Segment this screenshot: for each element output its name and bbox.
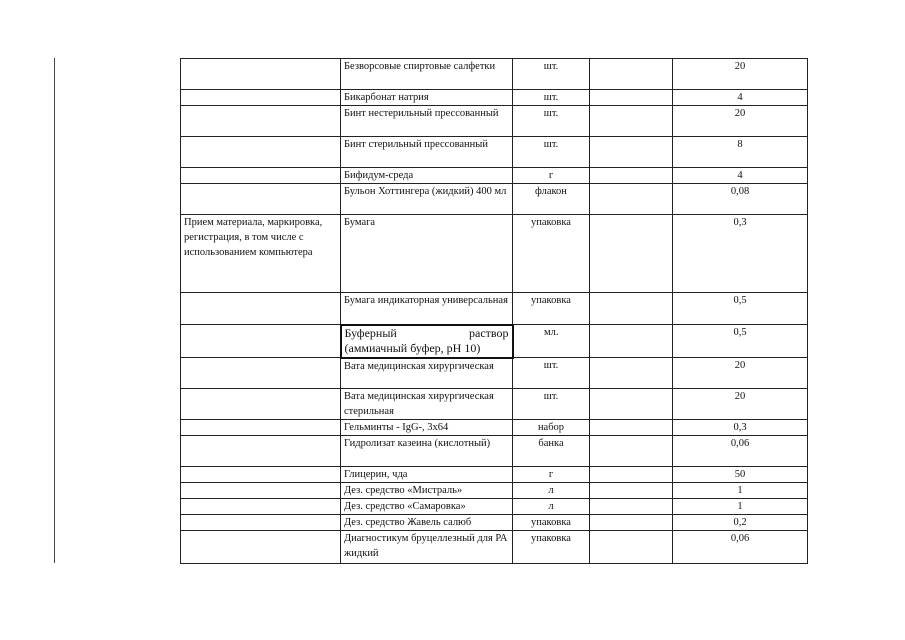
table-row: [181, 184, 808, 215]
item-name-line: (аммиачный буфер, pH 10): [344, 340, 481, 355]
empty-cell: [590, 436, 673, 467]
unit-cell: л: [513, 499, 590, 515]
unit-cell: банка: [513, 436, 590, 467]
stage-cell: [181, 184, 341, 215]
empty-cell: [590, 325, 673, 358]
stage-cell: [181, 499, 341, 515]
empty-cell: [590, 531, 673, 564]
item-name: Бумага: [341, 215, 513, 293]
item-name: Дез. средство Жавель салюб: [341, 515, 513, 531]
stage-cell: [181, 531, 341, 564]
stage-cell: [181, 358, 341, 389]
table-row: [181, 499, 808, 515]
unit-cell: упаковка: [513, 215, 590, 293]
stage-cell: [181, 389, 341, 420]
empty-cell: [590, 90, 673, 106]
quantity-cell: 1: [673, 499, 808, 515]
page-margin-line: [54, 58, 55, 563]
table-row: [181, 168, 808, 184]
item-name: Гидролизат казеина (кислотный): [341, 436, 513, 467]
quantity-cell: 0,06: [673, 436, 808, 467]
table-row: [181, 325, 808, 358]
quantity-cell: 4: [673, 90, 808, 106]
item-name: Вата медицинская хирургическая стерильная: [341, 389, 513, 420]
item-name: Бинт стерильный прессованный: [341, 137, 513, 168]
table-row: [181, 389, 808, 420]
quantity-cell: 20: [673, 59, 808, 90]
quantity-cell: 0,5: [673, 293, 808, 325]
item-name: Глицерин, чда: [341, 467, 513, 483]
quantity-cell: 50: [673, 467, 808, 483]
quantity-cell: 0,3: [673, 420, 808, 436]
stage-cell: [181, 515, 341, 531]
quantity-cell: 20: [673, 106, 808, 137]
table-row: [181, 531, 808, 564]
stage-cell: [181, 467, 341, 483]
unit-cell: мл.: [513, 325, 590, 358]
unit-cell: упаковка: [513, 531, 590, 564]
empty-cell: [590, 168, 673, 184]
unit-cell: упаковка: [513, 293, 590, 325]
unit-cell: шт.: [513, 358, 590, 389]
quantity-cell: 20: [673, 358, 808, 389]
item-name: Бумага индикаторная универсальная: [341, 293, 513, 325]
quantity-cell: 0,08: [673, 184, 808, 215]
stage-cell: [181, 59, 341, 90]
item-name: Бикарбонат натрия: [341, 90, 513, 106]
quantity-cell: 0,3: [673, 215, 808, 293]
table-row: [181, 420, 808, 436]
table-row: [181, 90, 808, 106]
item-name: Диагностикум бруцеллезный для РА жидкий: [341, 531, 513, 564]
table-row: [181, 59, 808, 90]
stage-label: Прием материала, маркировка, регистрация, в том числе с использованием компьютера: [181, 215, 341, 293]
unit-cell: шт.: [513, 389, 590, 420]
quantity-cell: 0,2: [673, 515, 808, 531]
empty-cell: [590, 106, 673, 137]
empty-cell: [590, 499, 673, 515]
quantity-cell: 1: [673, 483, 808, 499]
item-name: Бифидум-среда: [341, 168, 513, 184]
stage-cell: [181, 90, 341, 106]
item-name: Вата медицинская хирургическая: [341, 358, 513, 389]
quantity-cell: 20: [673, 389, 808, 420]
unit-cell: г: [513, 467, 590, 483]
table-row: [181, 467, 808, 483]
unit-cell: шт.: [513, 106, 590, 137]
item-name: Бинт нестерильный прессованный: [341, 106, 513, 137]
stage-cell: [181, 483, 341, 499]
table-row: [181, 358, 808, 389]
unit-cell: л: [513, 483, 590, 499]
stage-cell: [181, 325, 341, 358]
empty-cell: [590, 184, 673, 215]
table-row: [181, 483, 808, 499]
stage-cell: [181, 436, 341, 467]
table-row: [181, 215, 808, 293]
stage-cell: [181, 293, 341, 325]
item-name: Дез. средство «Самаровка»: [341, 499, 513, 515]
item-word: раствор: [469, 325, 509, 340]
empty-cell: [590, 483, 673, 499]
stage-cell: [181, 137, 341, 168]
unit-cell: шт.: [513, 137, 590, 168]
item-name-line: [345, 326, 509, 341]
unit-cell: г: [513, 168, 590, 184]
table-row: [181, 293, 808, 325]
empty-cell: [590, 293, 673, 325]
empty-cell: [590, 420, 673, 436]
quantity-cell: 4: [673, 168, 808, 184]
unit-cell: флакон: [513, 184, 590, 215]
empty-cell: [590, 59, 673, 90]
unit-cell: упаковка: [513, 515, 590, 531]
table-row: [181, 515, 808, 531]
empty-cell: [590, 137, 673, 168]
item-word: Буферный: [344, 325, 397, 340]
supplies-table: [180, 58, 808, 564]
item-name: Дез. средство «Мистраль»: [341, 483, 513, 499]
item-name: Гельминты - IgG-, 3х64: [341, 420, 513, 436]
stage-cell: [181, 420, 341, 436]
item-name: Бульон Хоттингера (жидкий) 400 мл: [341, 184, 513, 215]
table-row: [181, 436, 808, 467]
quantity-cell: 0,5: [673, 325, 808, 358]
empty-cell: [590, 358, 673, 389]
unit-cell: набор: [513, 420, 590, 436]
stage-cell: [181, 168, 341, 184]
table-row: [181, 137, 808, 168]
stage-cell: [181, 106, 341, 137]
empty-cell: [590, 215, 673, 293]
table-row: [181, 106, 808, 137]
empty-cell: [590, 515, 673, 531]
empty-cell: [590, 467, 673, 483]
quantity-cell: 0,06: [673, 531, 808, 564]
quantity-cell: 8: [673, 137, 808, 168]
unit-cell: шт.: [513, 59, 590, 90]
item-name: Безворсовые спиртовые салфетки: [341, 59, 513, 90]
unit-cell: шт.: [513, 90, 590, 106]
empty-cell: [590, 389, 673, 420]
item-name: [341, 325, 513, 358]
